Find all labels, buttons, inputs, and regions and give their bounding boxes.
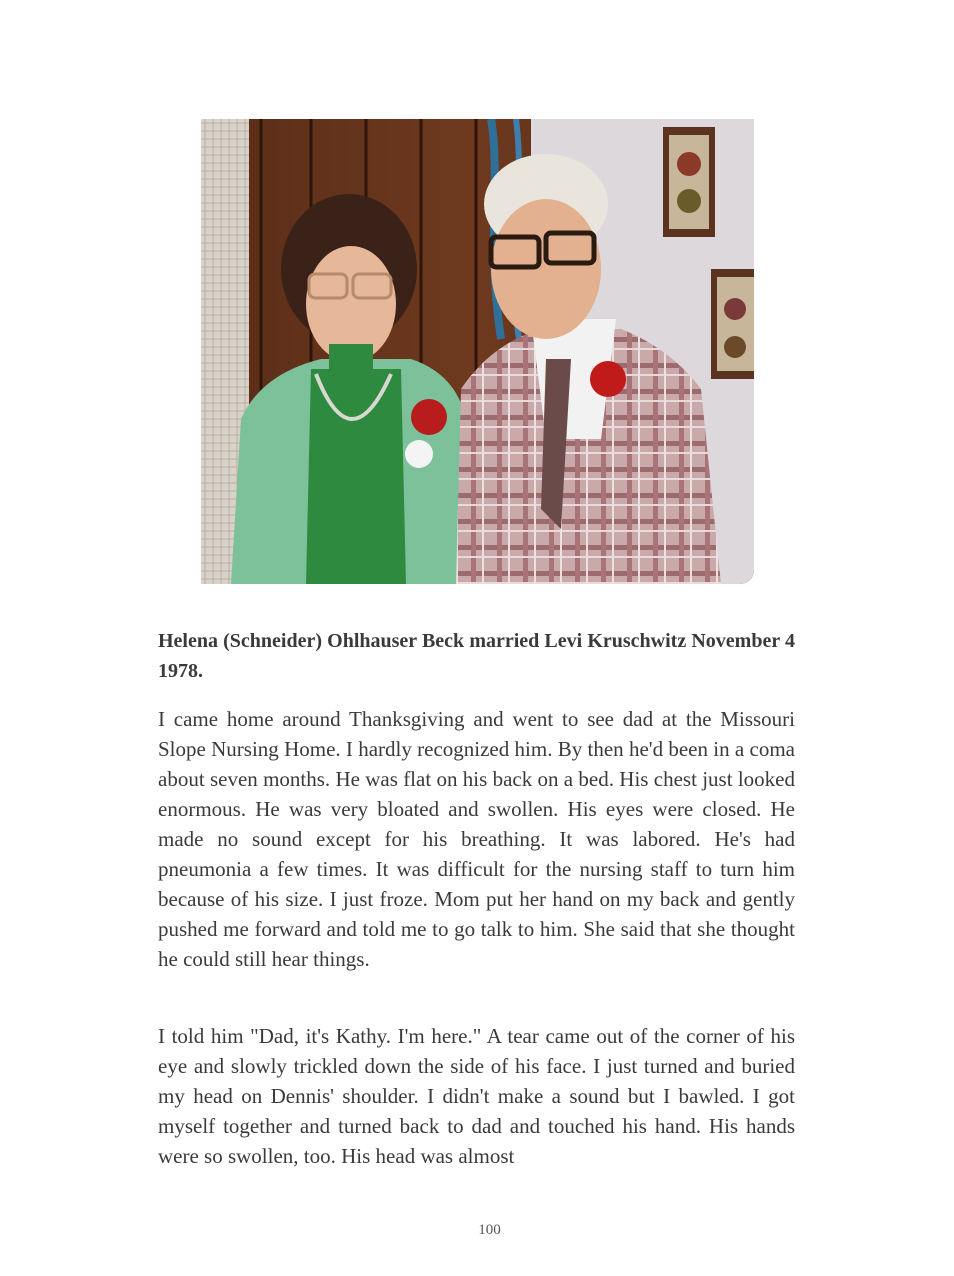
photo-caption: Helena (Schneider) Ohlhauser Beck married Levi Kruschwitz November 4 1978. (158, 630, 795, 682)
body-paragraph-1: I came home around Thanksgiving and went to see dad at the Missouri Slope Nursing Home. I hardly recognized him. By then he'd been in a coma about seven months. He was flat on his back on a bed. His chest just looked enormous. He was very bloated and swollen. His eyes were closed. He made no sound except for his breathing. It was labored. He's had pneumonia a few times. It was difficult for the nursing staff to turn him because of his size. I just froze. Mom put her hand on my back and gently pushed me forward and told me to go talk to him. She said that she thought he could still hear things. (158, 707, 795, 971)
page-number: 100 (478, 1222, 501, 1238)
body-paragraph-2: I told him "Dad, it's Kathy. I'm here." A tear came out of the corner of his eye and slowly trickled down the side of his face. I just turned and buried my head on Dennis' shoulder. I didn't make a sound but I bawled. I got myself together and turned back to dad and touched his hand. His hands were so swollen, too. His head was almost (158, 1024, 795, 1168)
couple-photo (201, 119, 754, 584)
